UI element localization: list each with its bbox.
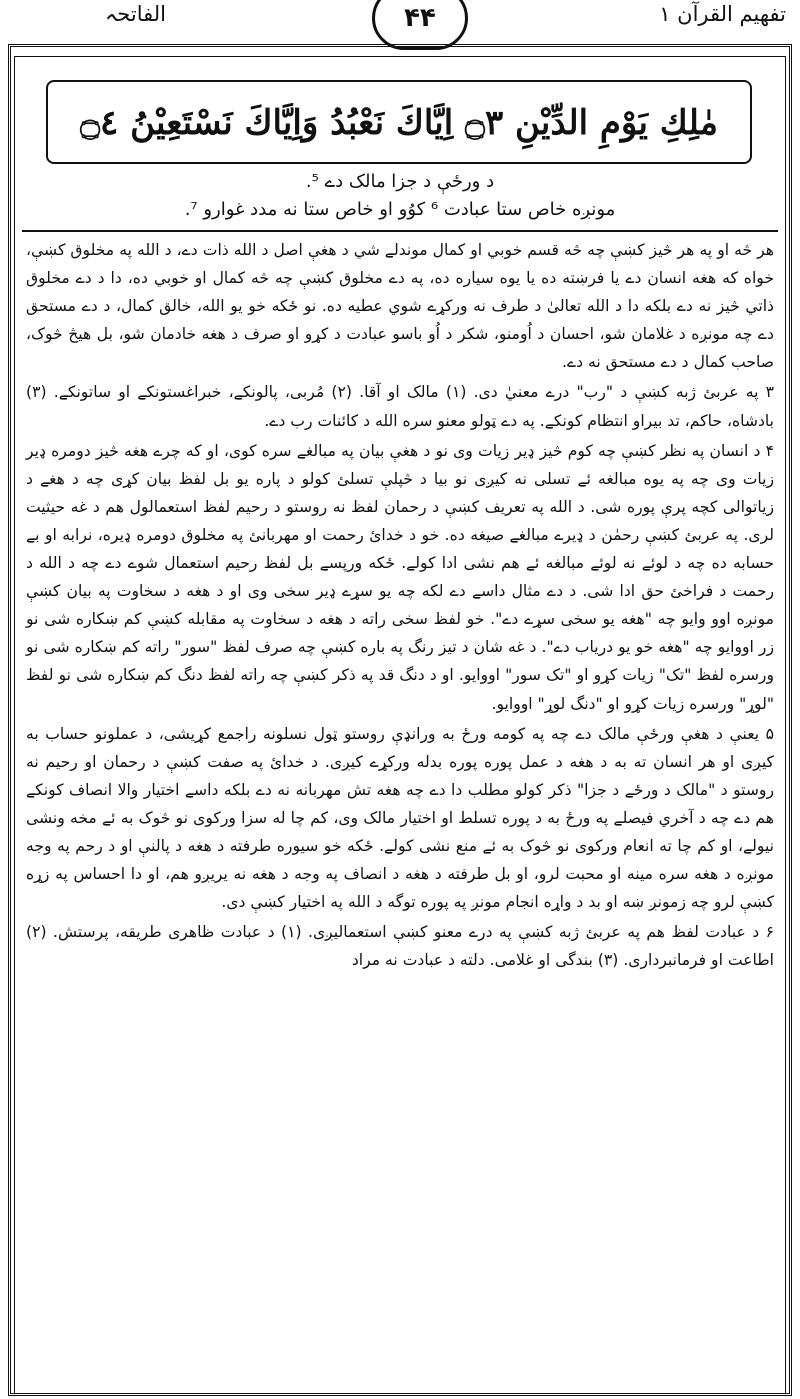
commentary-paragraph-1: هر څه او په هر څیز کښې چه څه قسم خوبي او کمال موندلے شي د هغې اصل د الله ذات دے، د الله په مخلوق کښې، خواه که هغه انسان دے یا فرښته ده یا یوه سیاره ده، په دے مخلوق کښې چه څه کمال او خوبي ده، دا د دے مخلوق ذاتي څیز نه دے بلکه دا د الله تعالیٰ د طرف نه ورکړے شوي عطیه ده. نو ځکه خو یو الله، خالق کمال، د دے مستحق دے چه مونږه د غلامان شو، احسان د اُومنو، شکر د اُو باسو عبادت د کړو او صرف د هغه خادمان شو، بل هیڅ څوک، صاحب کمال د دے مستحق نه دے. — [26, 241, 774, 372]
translation-line-1: د ورځې د جزا مالک دے ⁵. — [305, 171, 495, 192]
page-header — [0, 0, 800, 48]
page-number — [372, 0, 468, 50]
commentary-paragraph-4: ۴ د انسان په نظر کښې چه کوم څیز ډیر زیات وی نو د هغې بیان په مبالغے سره کوی، او که چرے هغه څیز دومره ډیر زیات وی چه په یوه مبالغه ئے تسلی نه کیږی نو بیا د څپلې تسلئ کولو د پاره یو بل لفظ بیان کړی چه د هغے د زیاتوالی کچه پرې پوره شی. د الله په تعریف کښې د رحمان لفظ نه روستو د رحیم لفظ استعمالول هم د غه حیثیت لری. په عربئ کښې رحمٰن د ډیرے مبالغے صیغه ده. خو د خدائ رحمت او مهربانئ په مخلوق دومره ډیره، نرابه او بے حسابه ده چه د لوئے نه لوئے مبالغه ئے هم نشی ادا کولے. ځکه ورپسے بل لفظ رحیم استعمال شوے دے چه د الله د رحمت د فراخئ حق ادا شی. د دے مثال داسے دے لکه چه یو سړے ډیر سخی وی او د هغه د سخاوت په بیان کښې مونږه اوو وایو چه "هغه یو سخی سړے دے". خو لفظ سخی راته د هغه د سخاوت په مقابله کښې کم ښکاره شی نو زر اووایو چه "هغه خو یو دریاب دے". د غه شان د تیز رنگ په باره کښې چه صرف لفظ "سور" راته کم ښکاره شی نو ورسره لفظ "تک" زیات کړو او "تک سور" اووایو. او د دنگ قد په ذکر کښې چه راته لفظ دنگ کم ښکاره شی نو لفظ "لوړ" ورسره زیات کړو او "دنگ لوړ" اووایو. — [26, 441, 774, 713]
book-title: تفهیم القرآن ۱ — [659, 2, 786, 26]
commentary-block — [26, 236, 774, 1389]
page-number-text: ۴۴ — [404, 3, 436, 33]
commentary-paragraph-5: ۵ یعنې د هغې ورځې مالک دے چه په کومه ورځ به ورانډې روستو ټول نسلونه راجمع کړیشی، د عملونو حساب به کیږی او هر انسان ته به د هغه د عمل پوره پوره بدله ورکړے کیږی. د خدائ په صفت کښې د رحمان او رحیم نه روستو د "مالک د ورځے د جزا" ذکر کولو مطلب دا دے چه هغه تش مهربانه نه دے بلکه داسے اختیار والا انصاف کونکے هم دے چه د آخري فیصلے په ورځ به د پوره تسلط او اختیار مالک وی، کم چا له سزا ورکوی نو څوک به ئے مخه ونشی نیولے، او کم چا ته انعام ورکوی نو څوک به ئے منع نشی کولے. ځکه خو سیوره طرفته د هغه د پالنې او د رحم په وجه مونږه د هغه سره مینه او محبت لرو، او بل طرفته د هغه د انصاف په وجه د هغه نه یریږو هم، او دا احساس په زړه کښې لرو چه زمونږ ښه او بد د واړه انجام مونږ په پوره توگه د الله په اختیار کښې دی. — [26, 724, 774, 912]
ayah-panel — [46, 80, 752, 164]
section-divider — [22, 230, 778, 232]
ayah-text: مٰلِكِ يَوْمِ الدِّيْنِ ۝٣ اِيَّاكَ نَعْبُدُ وَاِيَّاكَ نَسْتَعِيْنُ ۝٤ — [80, 102, 718, 143]
translation-block — [30, 168, 770, 224]
commentary-paragraph-3: ۳ په عربئ ژبه کښې د "رب" درے معنيٰ دی. (۱) مالک او آقا. (۲) مُربی، پالونکے، خبراغستونکے او ساتونکے. (۳) بادشاه، حاکم، تد بیراو انتظام کونکے. په دے ټولو معنو سره الله د کائنات رب دے. — [26, 383, 774, 430]
surah-name: الفاتحہ — [105, 2, 166, 26]
commentary-paragraph-6: ۶ د عبادت لفظ هم په عربئ ژبه کښې په درے معنو کښې استعمالیږی. (۱) د عبادت ظاهری طریقه، پرستش. (۲) اطاعت او فرمانبرداری. (۳) بندگی او غلامی. دلته د عبادت نه مراد — [26, 923, 774, 970]
translation-line-2: مونږه خاص ستا عبادت ⁶ کوُو او خاص ستا نه مدد غوارو ⁷. — [184, 199, 616, 220]
